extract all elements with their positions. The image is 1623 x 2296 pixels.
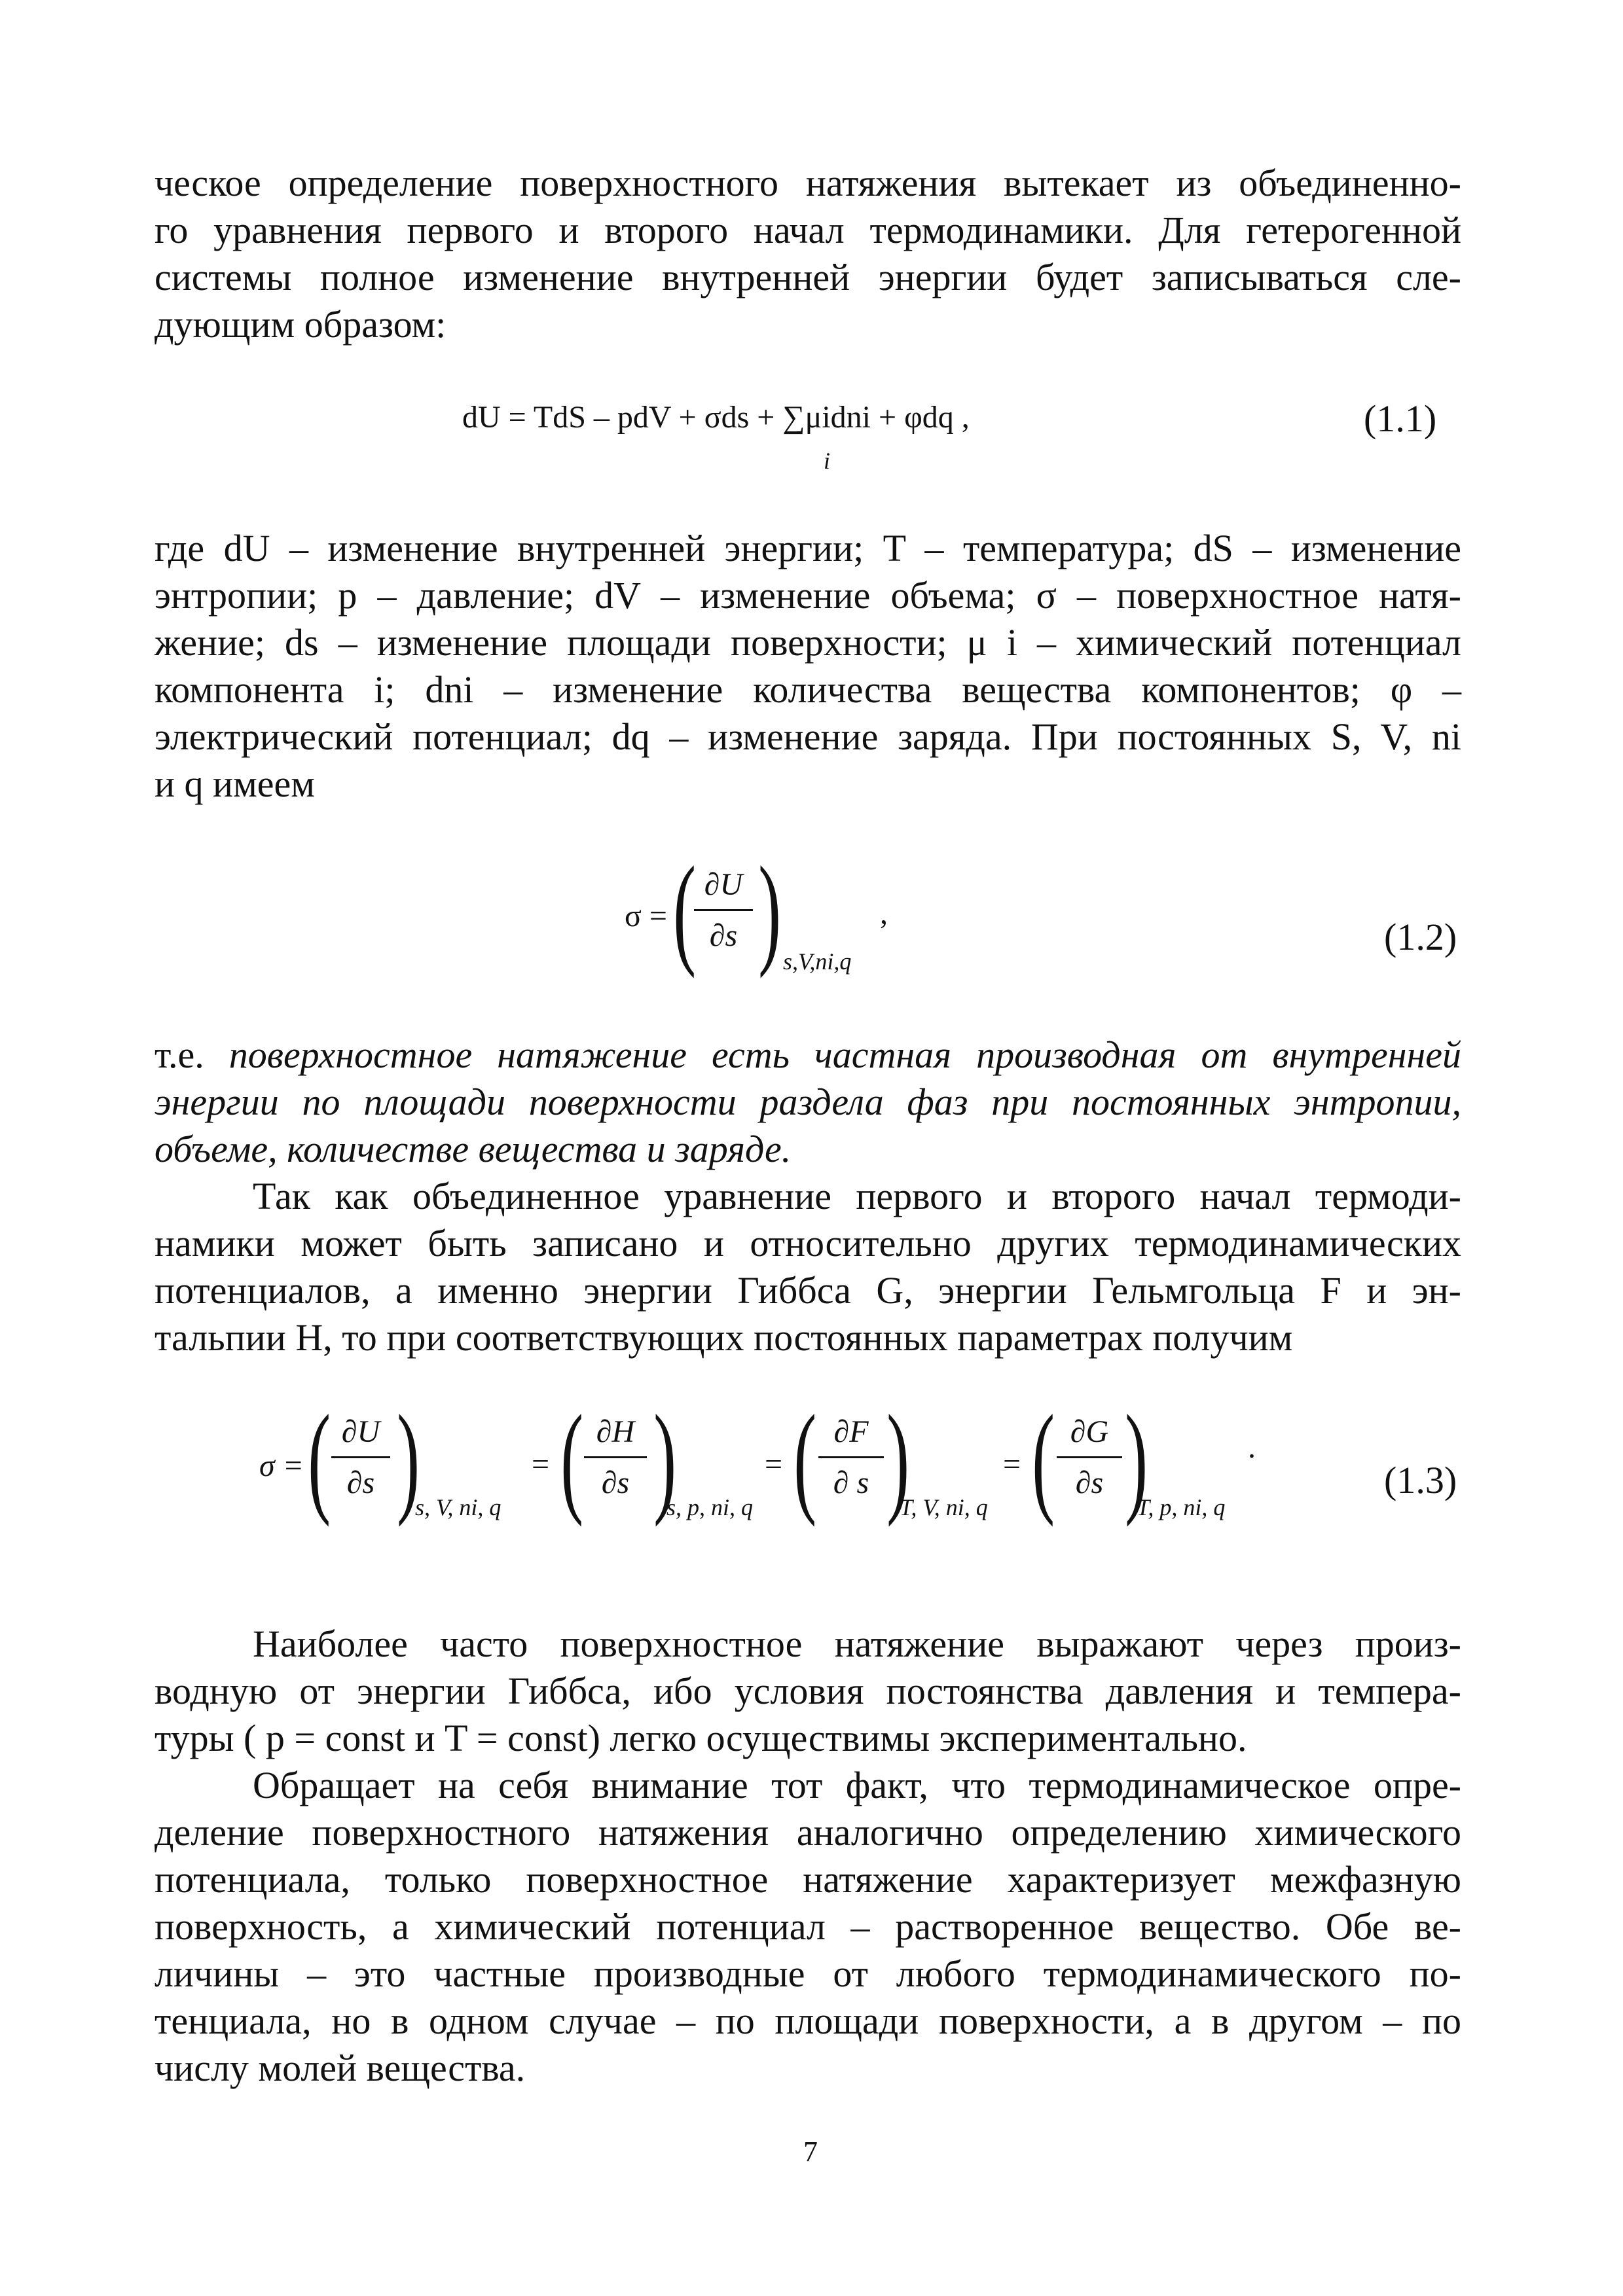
- eq2-denominator: ∂s: [709, 918, 738, 953]
- text-line: личины – это частные производные от любого термодинамического по-: [155, 1952, 1461, 1995]
- paragraph-conclusion: [155, 1031, 1461, 1173]
- text-line: потенциалов, а именно энергии Гиббса G, энергии Гельмгольца F и эн-: [155, 1269, 1461, 1312]
- text-line: деление поверхностного натяжения аналогично определению химического: [155, 1811, 1461, 1854]
- eq3-subscript: s, p, ni, q: [666, 1494, 754, 1520]
- text-line: дующим образом:: [155, 303, 447, 346]
- text-line: тальпии H, то при соответствующих постоянных параметрах получим: [155, 1316, 1293, 1359]
- text-line: го уравнения первого и второго начал термодинамики. Для гетерогенной: [155, 209, 1461, 251]
- numerator: ∂F: [833, 1414, 869, 1449]
- text-line: Наиболее часто поверхностное натяжение выражают через произ-: [253, 1623, 1461, 1665]
- right-paren: ): [886, 1390, 910, 1528]
- right-paren: ): [758, 842, 782, 979]
- text-line: намики может быть записано и относительно других термодинамических: [155, 1222, 1461, 1265]
- eq2-fraction: [694, 867, 753, 954]
- equals-sign: =: [1003, 1447, 1021, 1482]
- text-line: системы полное изменение внутренней энергии будет записываться сле-: [155, 256, 1461, 298]
- equals-sign: =: [765, 1447, 783, 1482]
- eq2-numerator: ∂U: [704, 867, 743, 902]
- text-line: электрический потенциал; dq – изменение заряда. При постоянных S, V, ni: [155, 715, 1461, 758]
- denominator: ∂s: [1075, 1465, 1104, 1500]
- eq2-trail: ,: [880, 896, 888, 931]
- text-line: компонента i; dni – изменение количества вещества компонентов; φ –: [155, 668, 1461, 711]
- paragraph-analogy: [155, 1762, 1461, 2092]
- right-paren: ): [653, 1390, 677, 1528]
- eq2-lhs: σ =: [625, 899, 667, 933]
- eq3-trail: .: [1248, 1430, 1256, 1465]
- right-paren: ): [397, 1390, 420, 1528]
- eq2-subscript: s,V,ni,q: [783, 948, 852, 975]
- italic-text: поверхностное натяжение есть частная производная от внутренней: [228, 1033, 1462, 1076]
- paragraph-gibbs: [155, 1621, 1461, 1762]
- equation-1-1: dU = TdS – pdV + σds + ∑μidni + φdq ,: [462, 400, 970, 435]
- eq3-lhs: σ =: [259, 1448, 304, 1483]
- text-line: туры ( p = const и T = const) легко осуществимы экспериментально.: [155, 1717, 1247, 1759]
- right-paren: ): [1125, 1390, 1148, 1528]
- left-paren: (: [673, 842, 697, 979]
- text-line: потенциала, только поверхностное натяжение характеризует межфазную: [155, 1858, 1461, 1901]
- lead-text: т.е.: [155, 1033, 229, 1076]
- text-line: где dU – изменение внутренней энергии; T – температура; dS – изменение: [155, 527, 1461, 569]
- eq3-fraction-u: [331, 1414, 390, 1501]
- paragraph-intro: [155, 160, 1461, 348]
- fraction-bar: [584, 1456, 647, 1458]
- denominator: ∂ s: [833, 1465, 869, 1500]
- fraction-bar: [818, 1456, 884, 1458]
- text-line: ческое определение поверхностного натяжения вытекает из объединенно-: [155, 162, 1461, 204]
- equation-number-1-1: (1.1): [1364, 397, 1437, 440]
- equals-sign: =: [532, 1447, 550, 1482]
- left-paren: (: [793, 1390, 817, 1528]
- eq3-fraction-h: [584, 1414, 647, 1501]
- text-line: поверхность, а химический потенциал – растворенное вещество. Обе ве-: [155, 1905, 1461, 1948]
- paragraph-definitions: [155, 525, 1461, 808]
- text-line: энтропии; p – давление; dV – изменение объема; σ – поверхностное натя-: [155, 574, 1461, 617]
- numerator: ∂H: [596, 1414, 635, 1449]
- paragraph-potentials: [155, 1173, 1461, 1361]
- text-line: тенциала, но в одном случае – по площади поверхности, а в другом – по: [155, 2000, 1461, 2042]
- eq3-fraction-f: [818, 1414, 884, 1501]
- left-paren: (: [1032, 1390, 1055, 1528]
- numerator: ∂U: [341, 1414, 380, 1449]
- eq3-subscript: s, V, ni, q: [415, 1494, 501, 1520]
- left-paren: (: [560, 1390, 584, 1528]
- fraction-bar: [1057, 1456, 1122, 1458]
- text-line: числу молей вещества.: [155, 2047, 526, 2089]
- page-number: 7: [803, 2136, 818, 2168]
- equation-number-1-2: (1.2): [1384, 916, 1457, 958]
- denominator: ∂s: [346, 1465, 375, 1500]
- text-line: объеме, количестве вещества и заряде.: [155, 1128, 792, 1170]
- equation-number-1-3: (1.3): [1384, 1459, 1457, 1501]
- left-paren: (: [308, 1390, 331, 1528]
- denominator: ∂s: [601, 1465, 630, 1500]
- text-line: [155, 1031, 1461, 1079]
- text-line: жение; ds – изменение площади поверхности; μ i – химический потенциал: [155, 621, 1461, 664]
- fraction-bar: [694, 909, 753, 911]
- text-line: и q имеем: [155, 762, 315, 805]
- eq3-subscript: T, V, ni, q: [900, 1494, 988, 1520]
- eq3-fraction-g: [1057, 1414, 1122, 1501]
- text-line: водную от энергии Гиббса, ибо условия постоянства давления и темпера-: [155, 1670, 1461, 1712]
- sum-index: i: [824, 448, 831, 474]
- fraction-bar: [331, 1456, 390, 1458]
- eq3-subscript: T, p, ni, q: [1137, 1494, 1226, 1520]
- text-line: Обращает на себя внимание тот факт, что термодинамическое опре-: [253, 1764, 1461, 1806]
- text-line: энергии по площади поверхности раздела фаз при постоянных энтропии,: [155, 1081, 1461, 1123]
- text-line: Так как объединенное уравнение первого и второго начал термоди-: [253, 1175, 1461, 1217]
- numerator: ∂G: [1070, 1414, 1109, 1449]
